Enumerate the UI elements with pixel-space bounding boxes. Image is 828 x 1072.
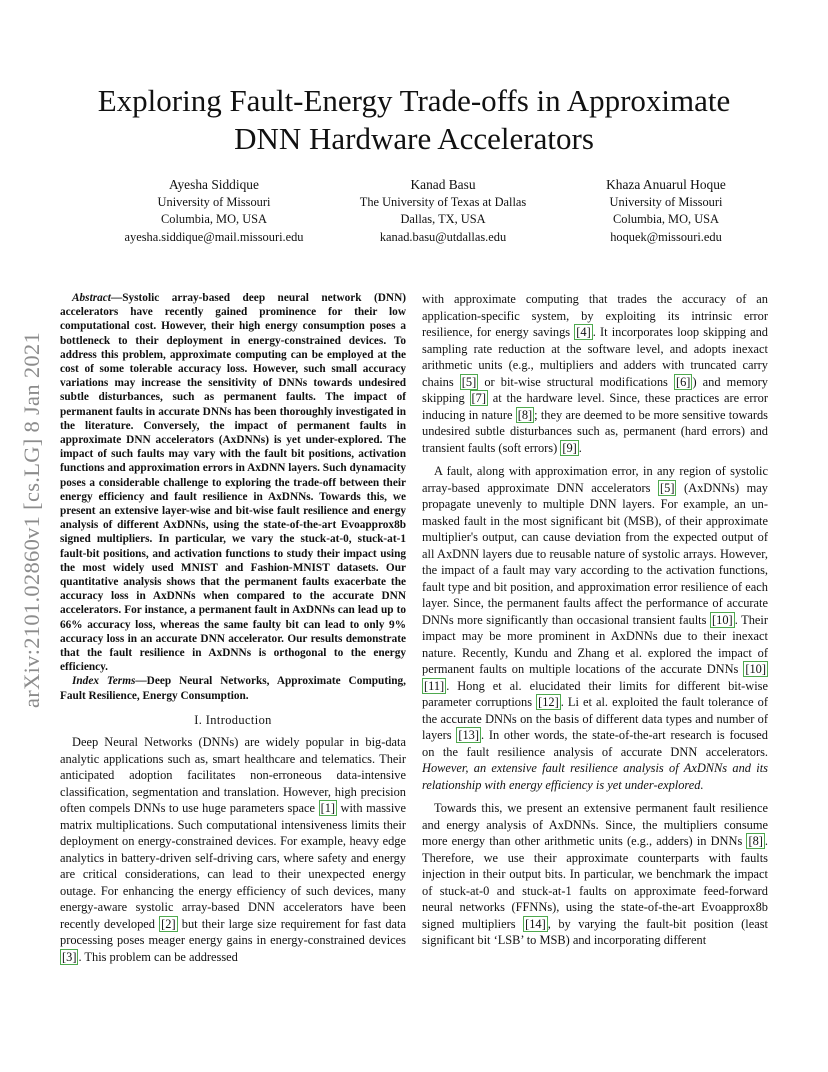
title-line-2: DNN Hardware Accelerators <box>234 121 594 156</box>
paper-title <box>0 82 828 158</box>
title-line-1: Exploring Fault-Energy Trade-offs in Approximate <box>97 83 731 118</box>
citation-link[interactable]: [8] <box>748 834 763 848</box>
intro-paragraph-2: with approximate computing that trades the accuracy of an application-specific system, by exploiting its intrinsic error resilience, for energy savings [4] . It incorporates loop skipping and sampling rate reduction at the software level, and adopts inexact arithmetic units (e.g., multipliers and adders with truncated carry chains [5] or bit-wise structural modifications [6] ) and memory skipping [7] at the hardware level. Since, these practices are error inducing in nature [8] ; they are deemed to be more sensitive towards undesired subtle disturbances such as, permanent (hard errors) and transient faults (soft errors) [9] . <box>422 292 769 455</box>
author-email: hoquek@missouri.edu <box>610 229 722 244</box>
citation-link[interactable]: [13] <box>458 728 479 742</box>
citation-link[interactable]: [6] <box>675 374 691 389</box>
left-column <box>60 291 406 965</box>
citation-link[interactable]: [10] <box>712 612 733 627</box>
right-column <box>422 291 768 949</box>
author-1 <box>104 176 324 246</box>
citation-link[interactable]: [7] <box>471 391 486 405</box>
citation-link[interactable]: [5] <box>461 374 477 389</box>
author-2 <box>333 176 553 246</box>
citation-link[interactable]: [14] <box>525 916 546 931</box>
arxiv-id-text: arXiv:2101.02860v1 [cs.LG] 8 Jan 2021 <box>19 331 44 709</box>
citation-link[interactable]: [1] <box>320 801 336 816</box>
intro-paragraph-4: Towards this, we present an extensive permanent fault resilience and energy analysis of AxDNNs. Since, the multipliers consume more energy than other arithmetic units (e.g., adders) in DNNs [8] . Therefore, we use their approximate counterparts with faults injection in their output bits. In particular, we benchmark the impact of stuck-at-0 and stuck-at-1 faults on approximate feed-forward neural networks (FFNNs), using the state-of-the-art Evoapprox8b signed multipliers [14] , by varying the fault-bit position (least significant bit ‘LSB’ to MSB) and incorporating different <box>422 801 768 947</box>
section-heading-introduction: I. Introduction <box>194 712 272 727</box>
author-name: Kanad Basu <box>410 177 476 192</box>
citation-link[interactable]: [5] <box>660 480 675 495</box>
citation-link[interactable]: [12] <box>538 695 559 709</box>
author-name: Ayesha Siddique <box>169 177 259 192</box>
author-affiliation: University of Missouri <box>157 194 271 209</box>
author-location: Dallas, TX, USA <box>400 212 486 226</box>
abstract <box>60 291 406 674</box>
abstract-label: Abstract <box>72 292 111 304</box>
emphasis-text: However, an extensive fault resilience analysis of AxDNNs and its relationship with energy efficiency is yet under-explored. <box>422 761 768 792</box>
citation-link[interactable]: [10] <box>745 662 766 676</box>
author-email: kanad.basu@utdallas.edu <box>379 229 507 244</box>
index-terms-text: —Deep Neural Networks, Approximate Computing, Fault Resilience, Energy Consumption. <box>60 675 406 702</box>
author-3 <box>556 176 776 246</box>
citation-link[interactable]: [4] <box>576 325 591 339</box>
citation-link[interactable]: [11] <box>424 678 445 693</box>
author-name: Khaza Anuarul Hoque <box>606 177 726 192</box>
citation-link[interactable]: [9] <box>562 440 577 455</box>
index-terms-label: Index Terms <box>72 675 136 688</box>
intro-paragraph-1: Deep Neural Networks (DNNs) are widely popular in big-data analytic applications such as, smart healthcare and telematics. Their anticipated adoption facilitates non-erroneous data-intensive classification, segmentation and translation. However, high precision often compels DNNs to use huge parameters space [1] with massive matrix multiplications. Such computational intensiveness limits their deployment on energy-constrained devices. For example, heavy edge analytics in battery-driven self-driving cars, where safety and energy are critical considerations, can lead to their unexpected energy outage. For enhancing the energy efficiency of such devices, many energy-aware systolic array-based DNN accelerators have been recently developed [2] but their large size requirement for fast data processing poses meager energy gains in energy-constrained devices [3] . This problem can be addressed <box>60 735 407 964</box>
citation-link[interactable]: [2] <box>161 916 176 931</box>
author-affiliation: The University of Texas at Dallas <box>359 194 527 209</box>
abstract-text: —Systolic array-based deep neural network (DNN) accelerators have recently gained prominence for their low computational cost. However, their high energy consumption poses a bottleneck to their deployment in energy-constrained devices. To address this problem, approximate computing can be employed at the cost of some tolerable accuracy loss. However, such small accuracy variations may increase the sensitivity of DNNs towards undesired subtle disturbances, such as permanent faults. The impact of permanent faults in accurate DNNs has been thoroughly investigated in the literature. Conversely, the impact of permanent faults in approximate DNN accelerators (AxDNNs) is yet under-explored. The impact of such faults may vary with the fault bit positions, activation functions and approximation errors in AxDNN layers. Such dynamacity poses a considerable challenge to exploring the trade-off between their energy efficiency and fault resilience in AxDNNs. Towards this, we present an extensive layer-wise and bit-wise fault resilience and energy analysis of different AxDNNs, using the state-of-the-art Evoapprox8b signed multipliers. In particular, we vary the stuck-at-0, stuck-at-1 fault-bit positions, and activation functions to study their impact using the most widely used MNIST and Fashion-MNIST datasets. Our quantitative analysis shows that the permanent faults exacerbate the accuracy loss in AxDNNs when compared to the accurate DNN accelerators. For instance, a permanent fault in AxDNNs can lead up to 66% accuracy loss, whereas the same faulty bit can lead to only 9% accuracy loss in an accurate DNN accelerator. Our results demonstrate that the fault resilience in AxDNNs is orthogonal to the energy efficiency. <box>60 292 406 674</box>
author-location: Columbia, MO, USA <box>160 212 268 226</box>
author-affiliation: University of Missouri <box>609 194 723 209</box>
author-email: ayesha.siddique@mail.missouri.edu <box>124 229 304 244</box>
author-location: Columbia, MO, USA <box>612 212 720 226</box>
index-terms <box>60 674 406 702</box>
citation-link[interactable]: [8] <box>517 407 533 422</box>
intro-paragraph-3: A fault, along with approximation error, in any region of systolic array-based approximate DNN accelerators [5] (AxDNNs) may propagate unevenly to multiple DNN layers. For example, an un-masked fault in the most significant bit (MSB), of their approximate multiplier's output, can cause deviation from the expected output of all AxDNN layers due to reusable nature of systolic arrays. However, the impact of a fault may vary according to the activation functions, fault type and bit position, and approximation error resilience of each layer. Since, the permanent faults affect the performance of accurate DNNs more significantly than occasional transient faults [10] . Their impact may be more prominent in AxDNNs due to their inexact nature. Recently, Kundu and Zhang et al. explored the impact of permanent faults on multiple locations of the accurate DNNs [10] [11] . Hong et al. elucidated their limits for different bit-wise parameter corruptions [12] . Li et al. exploited the fault tolerance of the accurate DNNs on the basis of different data types and number of layers [13] . In other words, the state-of-the-art research is focused on the fault resilience analysis of accurate DNN accelerators. However, an extensive fault resilience analysis of AxDNNs and its relationship with energy efficiency is yet under-explored. <box>422 464 768 792</box>
citation-link[interactable]: [3] <box>62 949 77 964</box>
arxiv-identifier <box>12 290 52 750</box>
